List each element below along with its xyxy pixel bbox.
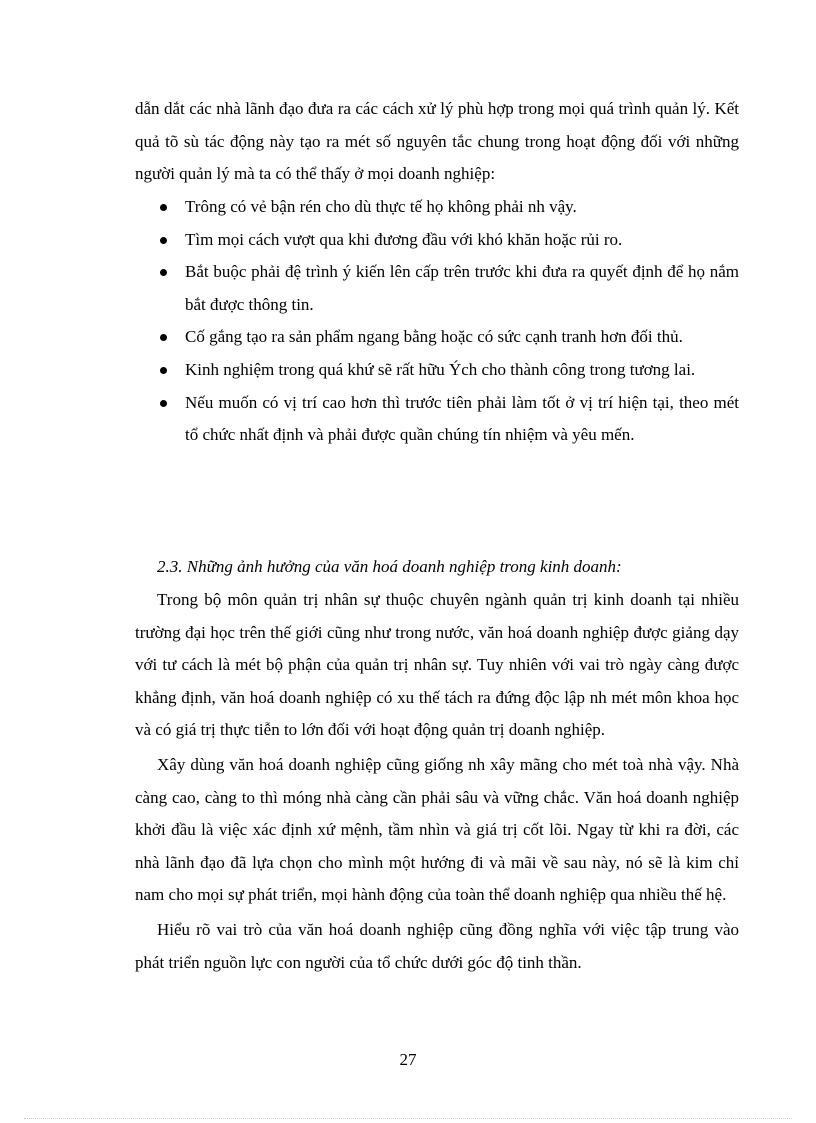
bullet-dot-icon [160, 269, 167, 276]
section-body [135, 584, 739, 979]
bullet-item [135, 354, 739, 387]
intro-paragraph [135, 93, 739, 191]
bullet-text: Tìm mọi cách vượt qua khi đương đầu với khó khăn hoặc rủi ro. [185, 229, 623, 249]
bullet-text: Bắt buộc phải đệ trình ý kiến lên cấp trên trước khi đưa ra quyết định để họ nắm bắt được thông tin. [185, 262, 739, 314]
bullet-dot-icon [160, 367, 167, 374]
bullet-dot-icon [160, 334, 167, 341]
bullet-dot-icon [160, 400, 167, 407]
bullet-text: Trông có vẻ bận rén cho dù thực tế họ không phải nh vậy. [185, 197, 577, 216]
bullet-dot-icon [160, 237, 167, 244]
bullet-item [135, 191, 739, 224]
bullet-text: Nếu muốn có vị trí cao hơn thì trước tiên phải làm tốt ở vị trí hiện tại, theo mét tổ chức nhất định và phải được quần chúng tín nhiệm và yêu mến. [185, 392, 739, 445]
section-paragraph: Trong bộ môn quản trị nhân sự thuộc chuyên ngành quản trị kinh doanh tại nhiều trường đại học trên thế giới cũng như trong nước, văn hoá doanh nghiệp được giảng dạy với tư cách là mét bộ phận của quản trị nhân sự. Tuy nhiên với vai trò ngày càng được khẳng định, văn hoá doanh nghiệp có xu thế tách ra đứng độc lập nh mét môn khoa học và có giá trị thực tiễn to lớn đối với hoạt động quản trị doanh nghiệp. [135, 590, 739, 740]
bullet-item [135, 321, 739, 354]
page-bottom-divider [24, 1118, 792, 1119]
bullet-list [135, 191, 739, 452]
section-heading: 2.3. Những ảnh hưởng của văn hoá doanh nghiệp trong kinh doanh: [157, 557, 622, 576]
section-paragraph: Xây dùng văn hoá doanh nghiệp cũng giống nh xây mãng cho mét toà nhà vậy. Nhà càng cao, càng to thì móng nhà càng cần phải sâu và vững chắc. Văn hoá doanh nghiệp khởi đầu là việc xác định xứ mệnh, tầm nhìn và giá trị cốt lõi. Ngay từ khi ra đời, các nhà lãnh đạo đã lựa chọn cho mình một hướng đi và mãi về sau này, nó sẽ là kim chỉ nam cho mọi sự phát triển, mọi hành động của toàn thể doanh nghiệp qua nhiều thế hệ. [135, 754, 739, 905]
bullet-item [135, 224, 739, 257]
bullet-item [135, 387, 739, 452]
page-number: 27 [399, 1050, 417, 1069]
bullet-text: Cố gắng tạo ra sản phẩm ngang bằng hoặc có sức cạnh tranh hơn đối thủ. [185, 327, 683, 347]
bullet-text: Kinh nghiệm trong quá khứ sẽ rất hữu Ých cho thành công trong tương lai. [185, 359, 696, 379]
bullet-dot-icon [160, 204, 167, 211]
bullet-item [135, 256, 739, 321]
intro-paragraph-text: dẫn dắt các nhà lãnh đạo đưa ra các cách xử lý phù hợp trong mọi quá trình quản lý. Kết quả tõ sù tác động này tạo ra mét số nguyên tắc chung trong hoạt động đối với những người quản lý mà ta có thể thấy ở mọi doanh nghiệp: [135, 99, 739, 184]
section-paragraph: Hiểu rõ vai trò của văn hoá doanh nghiệp cũng đồng nghĩa với việc tập trung vào phát triển nguồn lực con người của tổ chức dưới góc độ tinh thần. [135, 919, 739, 972]
